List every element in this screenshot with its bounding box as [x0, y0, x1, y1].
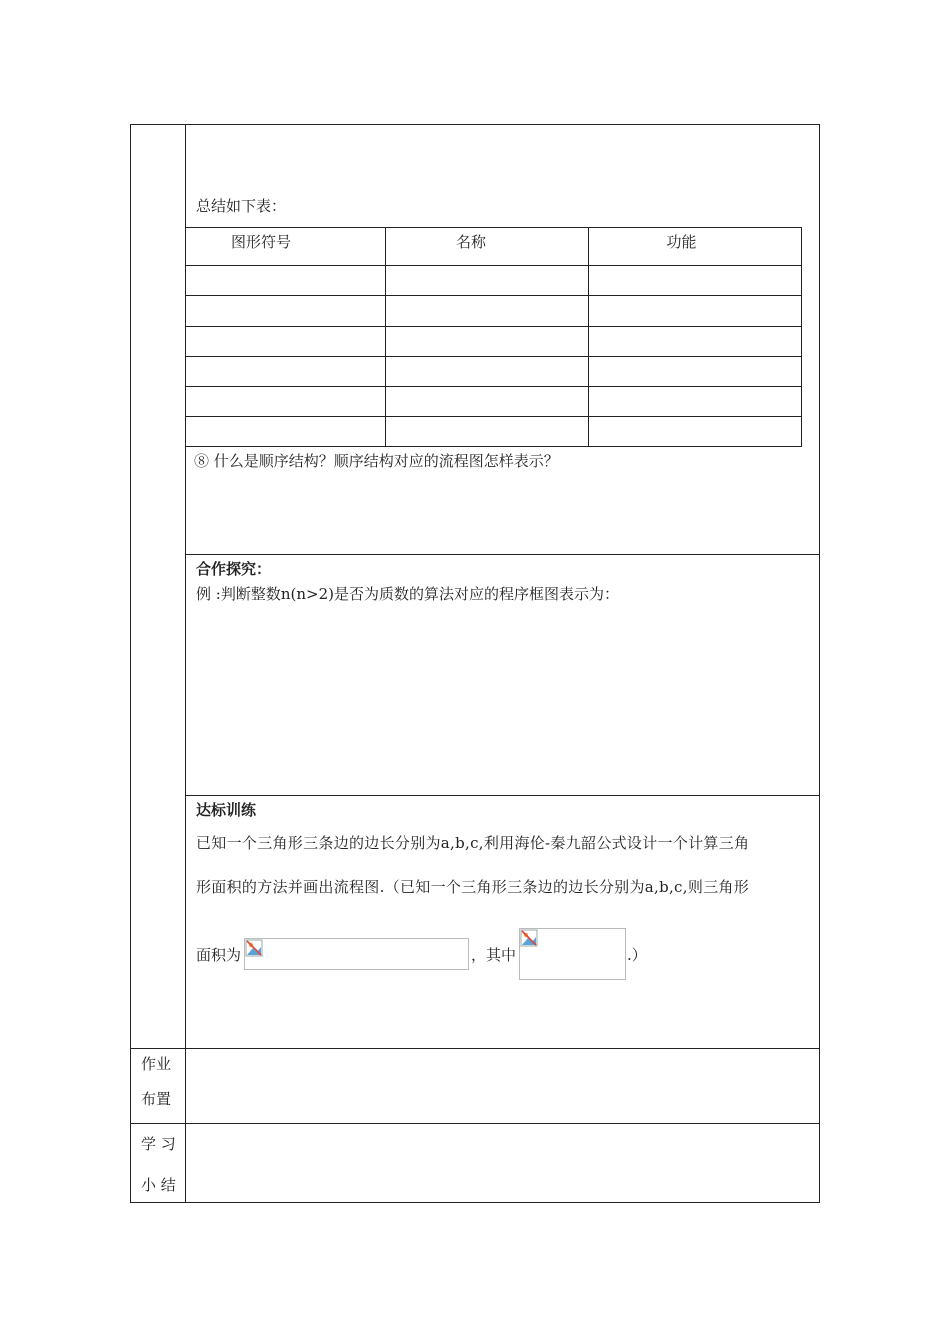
symbol-table-border — [185, 446, 802, 447]
broken-image-icon — [520, 929, 538, 947]
symbol-table-border — [185, 227, 802, 228]
cooperative-title: 合作探究： — [196, 560, 272, 578]
summary-intro: 总结如下表： — [196, 197, 287, 215]
symbol-table-border — [385, 227, 386, 447]
cooperative-example: 例 :判断整数n(n>2)是否为质数的算法对应的程序框图表示为： — [196, 585, 619, 603]
study-summary-label-1: 学 习 — [141, 1135, 176, 1153]
table-header-symbol: 图形符号 — [230, 233, 291, 251]
symbol-table-border — [185, 295, 802, 296]
practice-title: 达标训练 — [196, 801, 257, 819]
symbol-table-border — [185, 386, 802, 387]
outer-top-border — [130, 124, 820, 125]
homework-label-1: 作业 — [141, 1055, 172, 1073]
homework-label-2: 布置 — [141, 1090, 172, 1108]
symbol-table-border — [185, 265, 802, 266]
outer-left-border — [130, 124, 131, 1203]
practice-line-2: 形面积的方法并画出流程图.（已知一个三角形三条边的边长分别为a,b,c,则三角形 — [196, 878, 750, 896]
outer-right-border — [819, 124, 820, 1203]
label-column-divider — [185, 124, 186, 1203]
section-divider-1 — [186, 554, 820, 555]
symbol-table-border — [185, 356, 802, 357]
area-formula-suffix: .） — [627, 946, 647, 964]
practice-line-1: 已知一个三角形三条边的边长分别为a,b,c,利用海伦-秦九韶公式设计一个计算三角 — [196, 834, 750, 852]
symbol-table-border — [185, 326, 802, 327]
section-divider-4 — [130, 1123, 820, 1124]
symbol-table-border — [801, 227, 802, 447]
area-formula-image — [244, 938, 469, 970]
table-header-name: 名称 — [455, 233, 486, 251]
semi-perimeter-image — [519, 928, 626, 980]
broken-image-icon — [245, 939, 263, 957]
symbol-table-border — [588, 227, 589, 447]
study-summary-label-2: 小 结 — [141, 1176, 176, 1194]
table-header-function: 功能 — [666, 233, 697, 251]
area-formula-middle: ，其中 — [471, 946, 517, 964]
section-divider-2 — [186, 795, 820, 796]
question-8: ⑧ 什么是顺序结构？顺序结构对应的流程图怎样表示？ — [194, 452, 559, 470]
outer-bottom-border — [130, 1202, 820, 1203]
symbol-table-border — [185, 416, 802, 417]
section-divider-3 — [130, 1048, 820, 1049]
area-formula-prefix: 面积为 — [196, 946, 242, 964]
